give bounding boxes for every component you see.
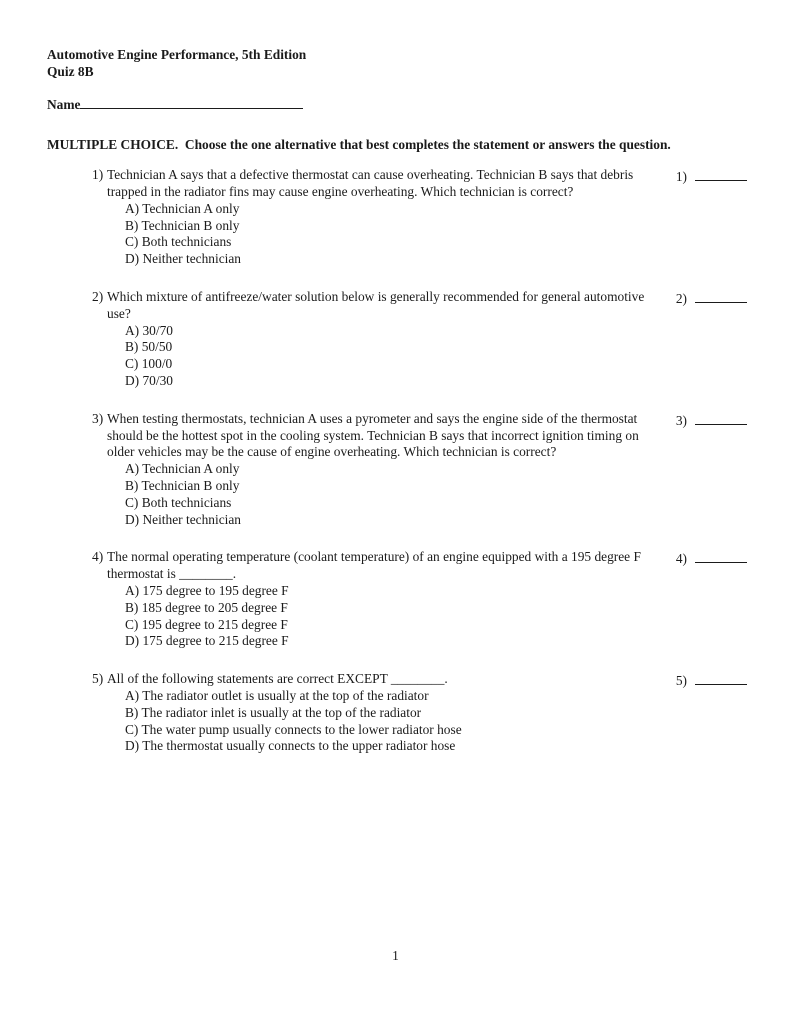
choice: B) Technician B only: [125, 217, 240, 233]
choice: D) Neither technician: [125, 251, 241, 267]
choice-list: [125, 583, 647, 650]
answer-cell: [659, 167, 747, 186]
question: [92, 549, 747, 650]
choice: D) 70/30: [125, 372, 173, 388]
question: [92, 411, 747, 529]
answer-number: 3): [675, 412, 687, 428]
question-text: All of the following statements are correct EXCEPT ________.: [107, 671, 448, 687]
answer-cell: [659, 411, 747, 430]
answer-cell: [659, 289, 747, 308]
answer-number: 2): [675, 290, 687, 306]
quiz-number: Quiz 8B: [47, 63, 94, 79]
question-text: Which mixture of antifreeze/water solution below is generally recommended for general automotive use?: [107, 288, 645, 321]
answer-number: 5): [675, 673, 687, 689]
name-label: Name: [47, 96, 81, 112]
answer-number: 4): [675, 551, 687, 567]
question-body: [92, 671, 647, 755]
question-number: 4): [92, 549, 104, 565]
question: [92, 167, 747, 268]
choice: A) Technician A only: [125, 200, 240, 216]
answer-number: 1): [675, 169, 687, 185]
choice: A) Technician A only: [125, 461, 240, 477]
answer-cell: [659, 671, 747, 690]
choice: C) The water pump usually connects to the lower radiator hose: [125, 721, 462, 737]
choice: D) 175 degree to 215 degree F: [125, 633, 289, 649]
question-number: 5): [92, 671, 104, 687]
question-body: [92, 411, 647, 529]
question-number: 3): [92, 410, 104, 426]
name-blank-line: [80, 95, 303, 109]
answer-cell: [659, 549, 747, 568]
question-body: [92, 289, 647, 390]
choice: A) 175 degree to 195 degree F: [125, 582, 289, 598]
choice: C) Both technicians: [125, 494, 232, 510]
choice: B) 50/50: [125, 339, 173, 355]
choice: A) The radiator outlet is usually at the top of the radiator: [125, 687, 429, 703]
choice-list: [125, 688, 647, 755]
choice: B) The radiator inlet is usually at the top of the radiator: [125, 704, 422, 720]
question-list: [92, 167, 747, 755]
answer-blank-line: [695, 411, 747, 425]
instructions-text: MULTIPLE CHOICE. Choose the one alternative that best completes the statement or answers the question.: [47, 137, 671, 153]
answer-blank-line: [695, 671, 747, 685]
name-row: [47, 95, 747, 114]
choice: B) Technician B only: [125, 477, 240, 493]
question-body: [92, 549, 647, 650]
choice: B) 185 degree to 205 degree F: [125, 599, 288, 615]
question-number: 1): [92, 167, 104, 183]
document-header: [47, 47, 747, 113]
answer-blank-line: [695, 167, 747, 181]
question-number: 2): [92, 288, 104, 304]
question: [92, 671, 747, 755]
answer-blank-line: [695, 289, 747, 303]
page-footer: [0, 948, 791, 965]
choice: D) Neither technician: [125, 511, 241, 527]
question-text: When testing thermostats, technician A uses a pyrometer and says the engine side of the thermostat should be the hottest spot in the cooling system. Technician B says that incorrect ignition timing on older vehicles may be the cause of engine overheating. Which technician is correct?: [107, 410, 639, 460]
choice: C) 195 degree to 215 degree F: [125, 616, 288, 632]
choice: A) 30/70: [125, 322, 173, 338]
choice: C) 100/0: [125, 356, 173, 372]
choice-list: [125, 461, 647, 528]
choice: D) The thermostat usually connects to the upper radiator hose: [125, 738, 456, 754]
choice-list: [125, 323, 647, 390]
question-text: Technician A says that a defective thermostat can cause overheating. Technician B says that debris trapped in the radiator fins may cause engine overheating. Which technician is correct?: [107, 167, 634, 199]
question-text: The normal operating temperature (coolant temperature) of an engine equipped with a 195 degree F thermostat is ________.: [107, 549, 641, 582]
page-number: 1: [392, 948, 399, 963]
document-title: Automotive Engine Performance, 5th Edition: [47, 47, 307, 62]
question: [92, 289, 747, 390]
choice: C) Both technicians: [125, 234, 232, 250]
answer-blank-line: [695, 549, 747, 563]
choice-list: [125, 201, 647, 268]
question-body: [92, 167, 647, 268]
